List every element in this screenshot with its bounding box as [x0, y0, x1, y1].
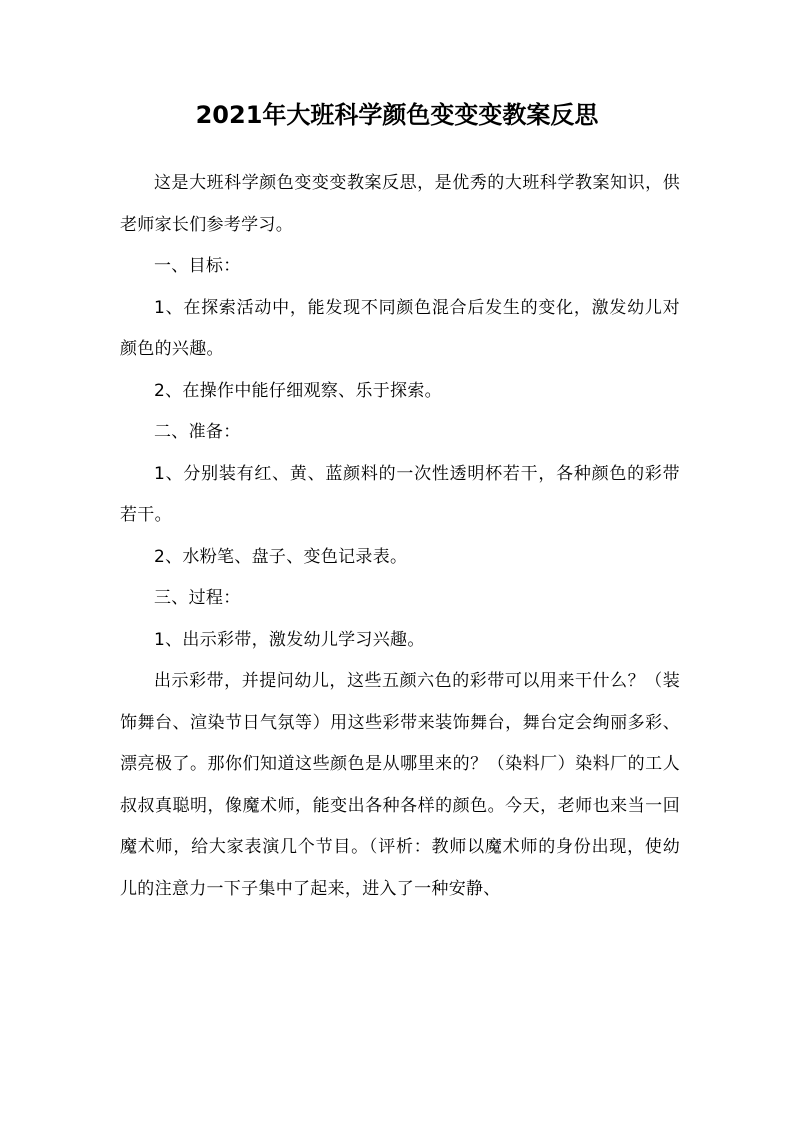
paragraph-prep-2: 2、水粉笔、盘子、变色记录表。: [154, 546, 408, 567]
paragraph-goal-1: 1、在探索活动中，能发现不同颜色混合后发生的变化，激发幼儿对颜色的兴趣。: [120, 297, 680, 359]
heading-goals: 一、目标：: [154, 256, 241, 276]
heading-preparation: 二、准备：: [154, 422, 241, 442]
document-body: [120, 163, 680, 910]
heading-process: 三、过程：: [154, 588, 241, 608]
paragraph-prep-1: 1、分别装有红、黄、蓝颜料的一次性透明杯若干，各种颜色的彩带若干。: [120, 463, 680, 525]
paragraph-process-1: 1、出示彩带，激发幼儿学习兴趣。: [154, 629, 425, 650]
document-title: 2021年大班科学颜色变变变教案反思: [195, 101, 599, 129]
paragraph-intro: 这是大班科学颜色变变变教案反思，是优秀的大班科学教案知识，供老师家长们参考学习。: [120, 173, 680, 235]
paragraph-goal-2: 2、在操作中能仔细观察、乐于探索。: [154, 380, 442, 401]
paragraph-process-detail: 出示彩带，并提问幼儿，这些五颜六色的彩带可以用来干什么？（装饰舞台、渲染节日气氛等）用这些彩带来装饰舞台，舞台定会绚丽多彩、漂亮极了。那你们知道这些颜色是从哪里来的？（染料厂）染料厂的工人叔叔真聪明，像魔术师，能变出各种各样的颜色。今天，老师也来当一回魔术师，给大家表演几个节目。（评析：教师以魔术师的身份出现，使幼儿的注意力一下子集中了起来，进入了一种安静、: [120, 671, 680, 899]
